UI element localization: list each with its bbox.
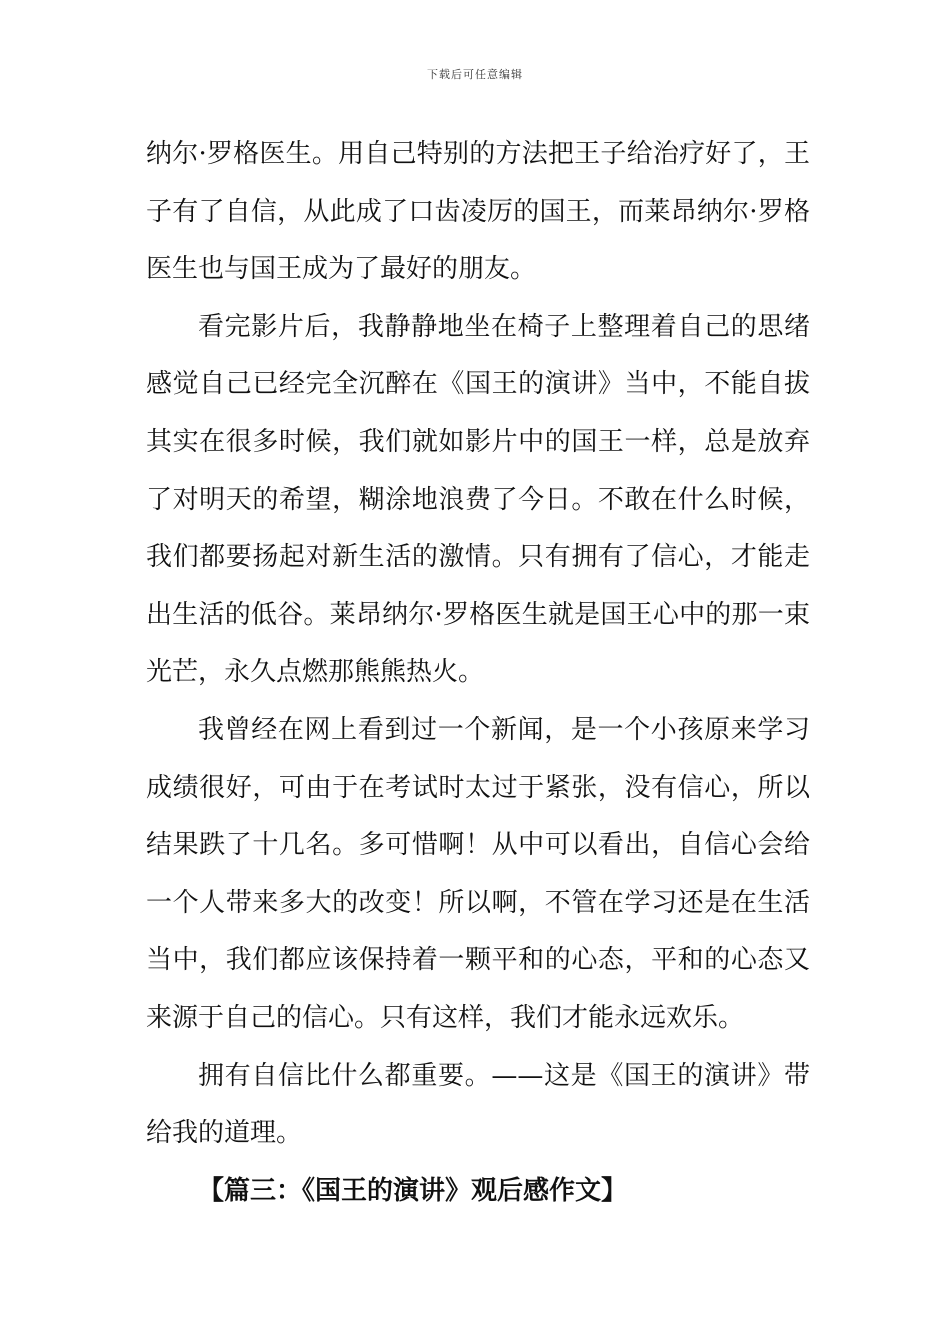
document-body [146, 126, 810, 1220]
paragraph-continuation: 纳尔·罗格医生。用自己特别的方法把王子给治疗好了，王子有了自信，从此成了口齿凌厉的国王，而莱昂纳尔·罗格医生也与国王成为了最好的朋友。 [146, 139, 810, 285]
header-note: 下载后可任意编辑 [427, 68, 523, 81]
paragraph-news-story: 我曾经在网上看到过一个新闻，是一个小孩原来学习成绩很好，可由于在考试时太过于紧张，没有信心，所以结果跌了十几名。多可惜啊！从中可以看出，自信心会给一个人带来多大的改变！所以啊，不管在学习还是在生活当中，我们都应该保持着一颗平和的心态，平和的心态又来源于自己的信心。只有这样，我们才能永远欢乐。 [146, 714, 810, 1033]
paragraph-reflection: 看完影片后，我静静地坐在椅子上整理着自己的思绪感觉自己已经完全沉醉在《国王的演讲》当中，不能自拔其实在很多时候，我们就如影片中的国王一样，总是放弃了对明天的希望，糊涂地浪费了今日。不敢在什么时候，我们都要扬起对新生活的激情。只有拥有了信心，才能走出生活的低谷。莱昂纳尔·罗格医生就是国王心中的那一束光芒，永久点燃那熊熊热火。 [146, 311, 810, 688]
paragraph-conclusion: 拥有自信比什么都重要。——这是《国王的演讲》带给我的道理。 [146, 1060, 810, 1149]
section-heading: 【篇三：《国王的演讲》观后感作文】 [198, 1175, 628, 1206]
